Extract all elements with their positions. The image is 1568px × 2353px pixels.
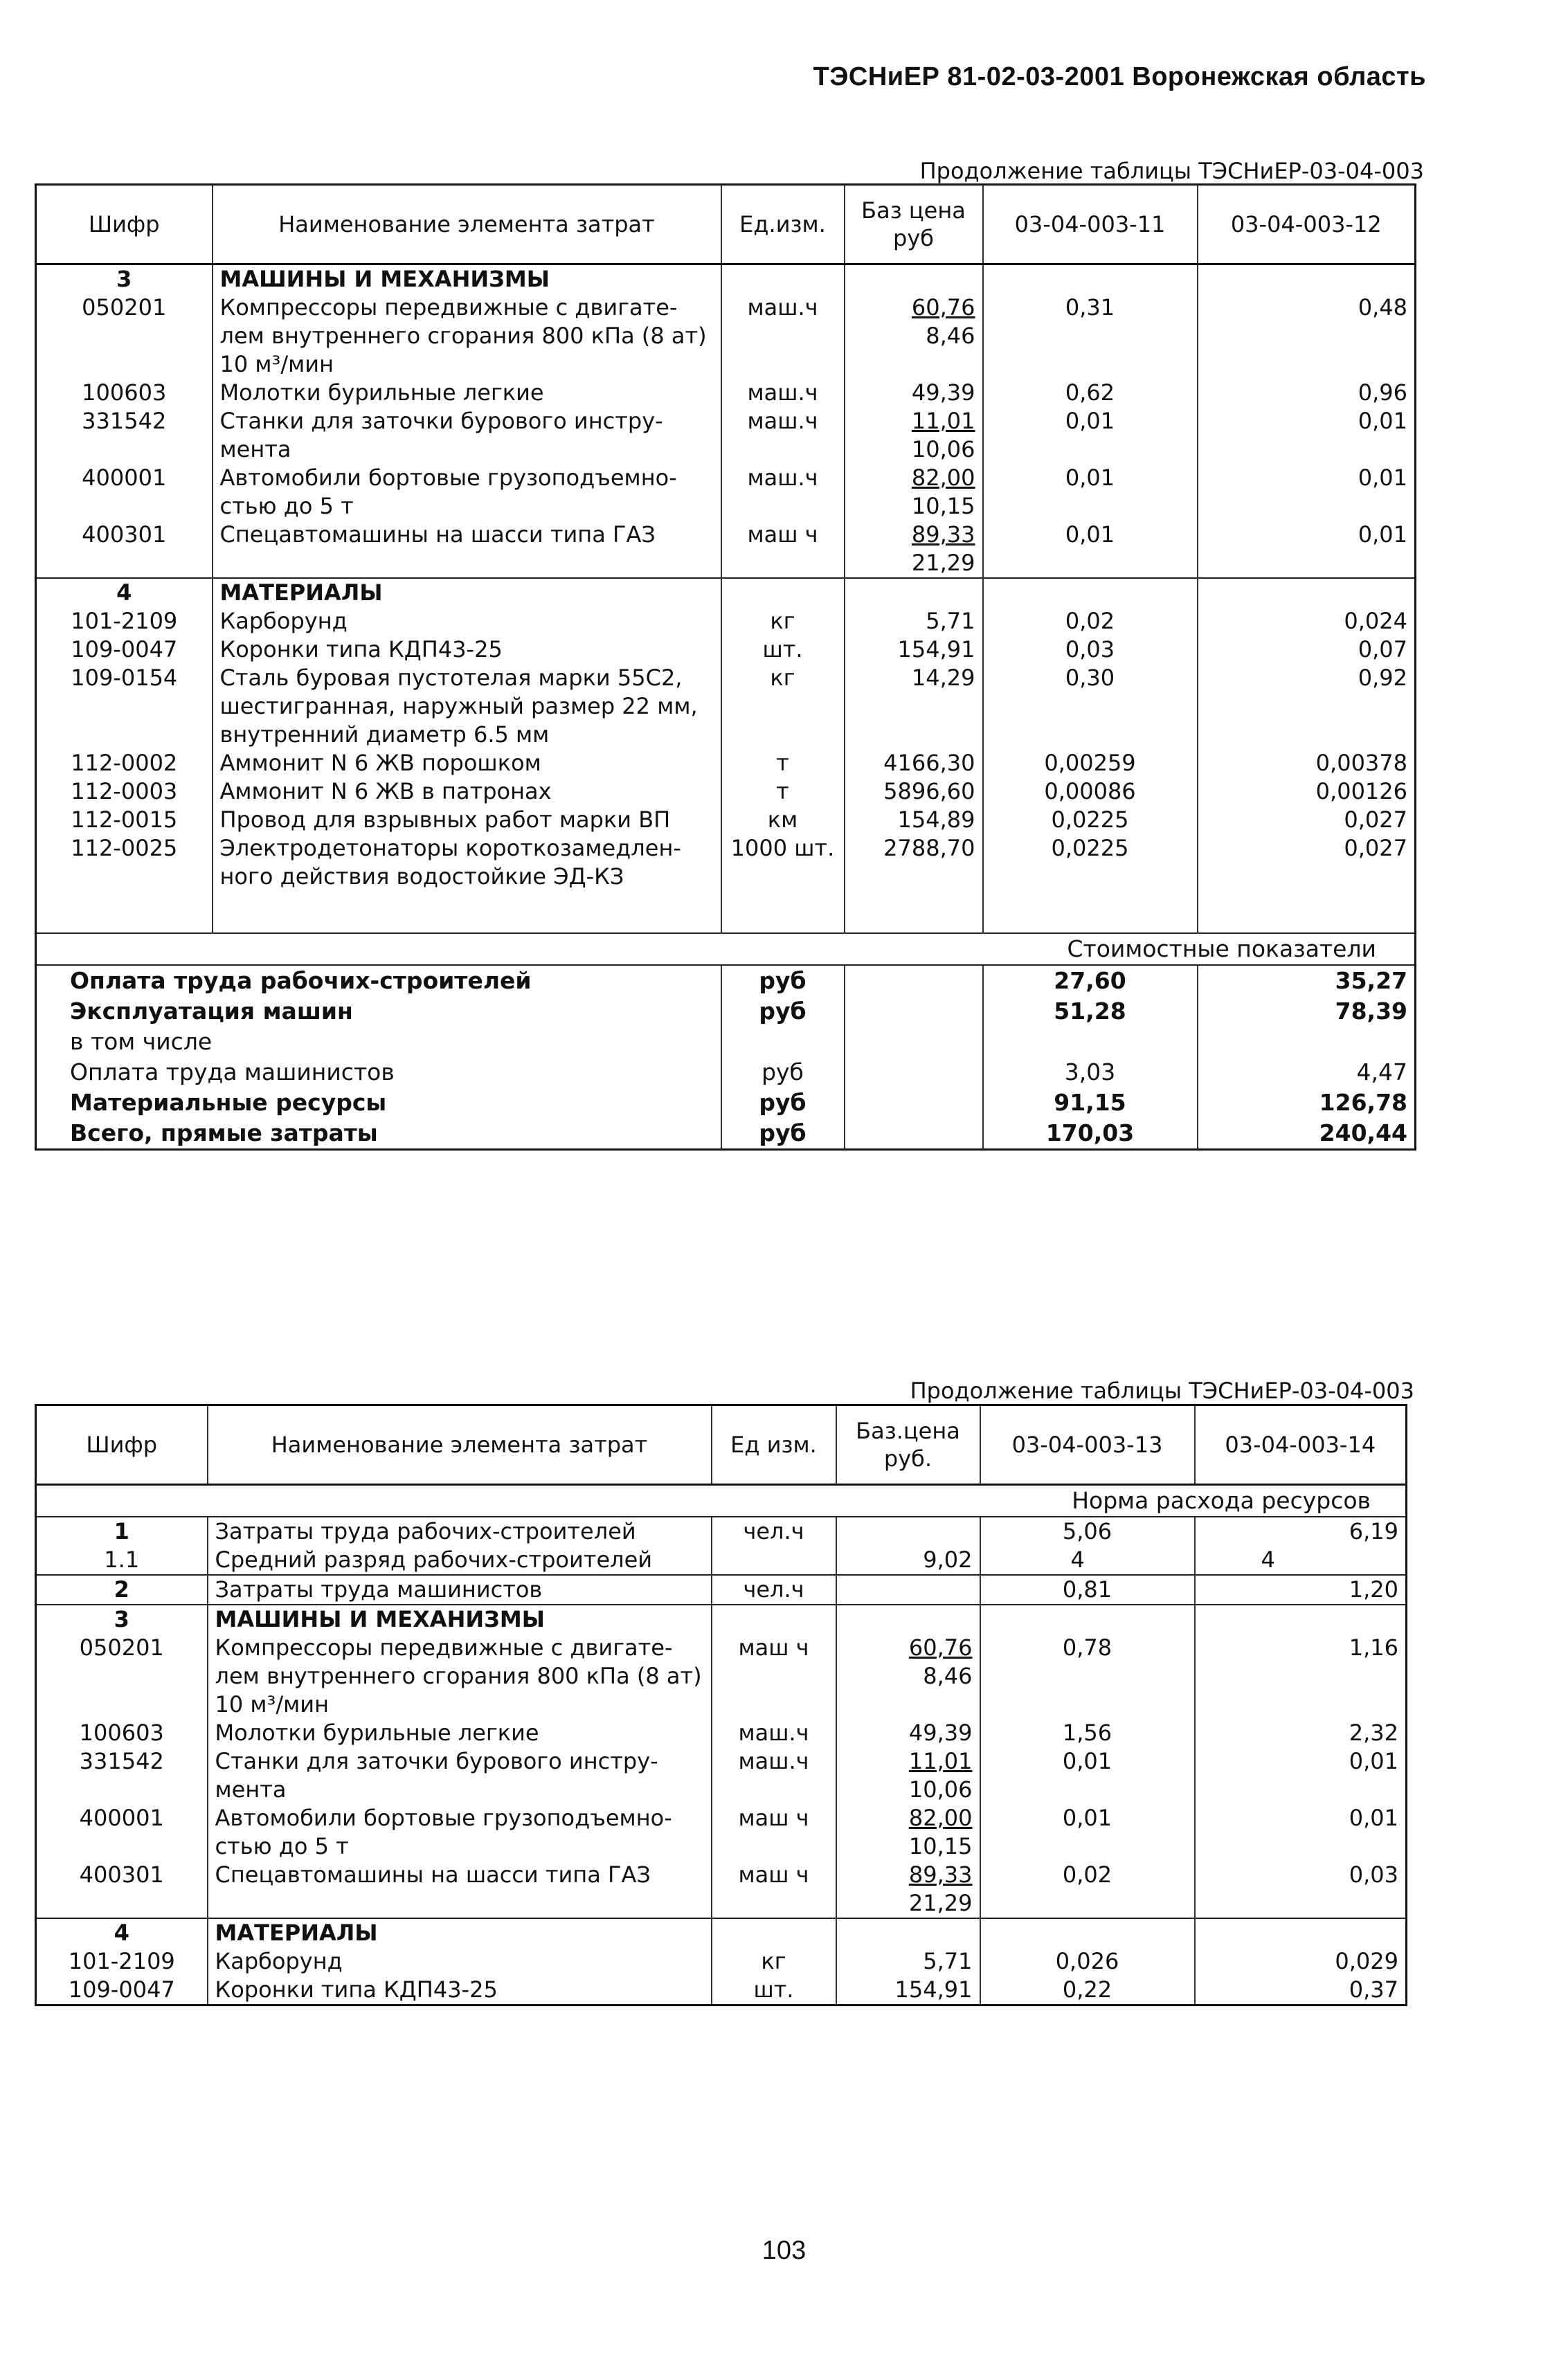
summary-value-2: 126,78 xyxy=(1198,1088,1416,1118)
cell-unit: маш ч xyxy=(712,1804,836,1861)
cell-value-1: 0,01 xyxy=(980,1747,1195,1804)
summary-value-2: 240,44 xyxy=(1198,1118,1416,1150)
cell-unit xyxy=(712,1605,836,1634)
summary-unit: руб xyxy=(721,965,845,996)
col-header-rate-13: 03-04-003-13 xyxy=(980,1405,1195,1485)
table-row xyxy=(36,1719,1407,1747)
cell-code: 331542 xyxy=(82,408,167,434)
price-value: 89,33 xyxy=(908,1861,973,1888)
col-header-rate-14: 03-04-003-14 xyxy=(1195,1405,1407,1485)
summary-header-row xyxy=(36,933,1416,965)
table1-body xyxy=(36,264,1416,1150)
empty-cell xyxy=(36,891,213,933)
section-title: МАТЕРИАЛЫ xyxy=(208,1918,712,1947)
summary-value-1: 51,28 xyxy=(983,996,1198,1027)
cell-price xyxy=(845,607,983,635)
cell-value-1: 0,03 xyxy=(983,635,1198,664)
cell-unit: чел.ч xyxy=(712,1517,836,1546)
cell-value-1: 1,56 xyxy=(980,1719,1195,1747)
table-row xyxy=(36,664,1416,749)
norm-header-row xyxy=(36,1485,1407,1517)
cell-value-1: 5,06 xyxy=(980,1517,1195,1546)
cell-price xyxy=(845,521,983,578)
price-secondary-value: 21,29 xyxy=(911,550,975,576)
table-row xyxy=(36,834,1416,891)
table-row xyxy=(36,521,1416,578)
cell-code: 400001 xyxy=(82,465,167,491)
table2-body xyxy=(36,1485,1407,2005)
cell-unit: чел.ч xyxy=(712,1575,836,1605)
cell-value-1: 0,00086 xyxy=(983,777,1198,806)
table2-caption: Продолжение таблицы ТЭСНиЕР-03-04-003 xyxy=(910,1378,1414,1404)
cell-name: Спецавтомашины на шасси типа ГАЗ xyxy=(213,521,721,578)
cell-unit: шт. xyxy=(712,1976,836,2005)
cell-price xyxy=(845,464,983,521)
cell-name: Компрессоры передвижные с двигате-лем внутреннего сгорания 800 кПа (8 ат) 10 м³/мин xyxy=(208,1634,712,1719)
price-value: 154,91 xyxy=(897,636,975,662)
cell-unit xyxy=(721,264,845,294)
summary-row xyxy=(36,1027,1416,1057)
cell-name: Станки для заточки бурового инстру-мента xyxy=(213,407,721,464)
cell-unit: маш.ч xyxy=(721,464,845,521)
cell-code: 101-2109 xyxy=(68,1948,175,1974)
cell-value-1: 0,00259 xyxy=(983,749,1198,777)
col-header-code: Шифр xyxy=(36,185,213,264)
price-value: 11,01 xyxy=(911,408,975,434)
section-code: 4 xyxy=(36,1918,208,1947)
cell-code: 100603 xyxy=(79,1720,164,1746)
cell-value-2: 0,024 xyxy=(1198,607,1416,635)
cell-price xyxy=(845,635,983,664)
price-value: 5,71 xyxy=(923,1948,973,1974)
cell-code: 400001 xyxy=(79,1805,164,1831)
cell-value-1: 0,01 xyxy=(983,464,1198,521)
cell-value-2: 0,027 xyxy=(1198,806,1416,834)
summary-unit: руб xyxy=(721,1088,845,1118)
table-row xyxy=(36,1976,1407,2005)
table-row xyxy=(36,777,1416,806)
summary-row xyxy=(36,1088,1416,1118)
cell-value-2: 0,01 xyxy=(1195,1804,1407,1861)
summary-value-1: 170,03 xyxy=(983,1118,1198,1150)
cell-price xyxy=(845,777,983,806)
price-value: 5,71 xyxy=(926,608,975,634)
cell-value-2: 0,48 xyxy=(1198,294,1416,379)
summary-unit: руб xyxy=(721,1057,845,1088)
cell-price xyxy=(845,294,983,379)
empty-cell xyxy=(845,891,983,933)
cell-unit: маш ч xyxy=(712,1634,836,1719)
cell-value-2: 0,37 xyxy=(1195,1976,1407,2005)
col-header-name: Наименование элемента затрат xyxy=(208,1405,712,1485)
col-header-price: Баз цена руб xyxy=(845,185,983,264)
empty-cell xyxy=(721,891,845,933)
cell-unit: кг xyxy=(721,607,845,635)
table-row xyxy=(36,1575,1407,1605)
price-secondary-value: 8,46 xyxy=(923,1663,973,1689)
cell-price xyxy=(836,1719,980,1747)
summary-value-1: 3,03 xyxy=(983,1057,1198,1088)
cell-value-2 xyxy=(1195,1918,1407,1947)
price-value: 11,01 xyxy=(908,1748,973,1774)
col-header-rate-12: 03-04-003-12 xyxy=(1198,185,1416,264)
cell-price xyxy=(845,407,983,464)
cell-code: 112-0025 xyxy=(71,835,178,861)
section-row xyxy=(36,1605,1407,1634)
cell-value-1: 0,31 xyxy=(983,294,1198,379)
cell-value-2: 1,20 xyxy=(1195,1575,1407,1605)
price-value: 49,39 xyxy=(911,379,975,406)
cell-unit: т xyxy=(721,749,845,777)
summary-value-2: 78,39 xyxy=(1198,996,1416,1027)
cell-value-2: 0,96 xyxy=(1198,379,1416,407)
norm-title: Норма расхода ресурсов xyxy=(36,1485,1407,1517)
summary-value-1: 27,60 xyxy=(983,965,1198,996)
table-row xyxy=(36,749,1416,777)
cell-price xyxy=(836,1804,980,1861)
cell-code: 2 xyxy=(36,1575,208,1605)
price-value: 2788,70 xyxy=(883,835,975,861)
table1-caption: Продолжение таблицы ТЭСНиЕР-03-04-003 xyxy=(919,158,1424,184)
cell-name: Сталь буровая пустотелая марки 55С2, шестигранная, наружный размер 22 мм, внутренний диаметр 6.5 мм xyxy=(213,664,721,749)
cell-value-1: 0,78 xyxy=(980,1634,1195,1719)
cell-value-2: 0,029 xyxy=(1195,1947,1407,1976)
table-row xyxy=(36,1947,1407,1976)
table1 xyxy=(35,183,1416,1151)
cell-value-1: 0,01 xyxy=(980,1804,1195,1861)
cell-value-2: 1,16 xyxy=(1195,1634,1407,1719)
col-header-code: Шифр xyxy=(36,1405,208,1485)
section-code: 3 xyxy=(36,1605,208,1634)
summary-empty xyxy=(845,1118,983,1150)
price-secondary-value: 10,15 xyxy=(911,493,975,519)
table-row xyxy=(36,464,1416,521)
price-secondary-value: 8,46 xyxy=(926,323,975,349)
price-value: 154,91 xyxy=(894,1976,973,2003)
cell-value-1: 0,0225 xyxy=(983,806,1198,834)
price-value: 14,29 xyxy=(911,665,975,691)
cell-name: Аммонит N 6 ЖВ в патронах xyxy=(213,777,721,806)
cell-price xyxy=(836,1976,980,2005)
cell-unit: т xyxy=(721,777,845,806)
cell-value-2: 0,01 xyxy=(1195,1747,1407,1804)
cell-price xyxy=(836,1747,980,1804)
price-secondary-value: 10,06 xyxy=(908,1776,973,1803)
summary-label: Всего, прямые затраты xyxy=(70,1119,378,1146)
cell-unit xyxy=(721,578,845,607)
empty-cell xyxy=(213,891,721,933)
cell-unit: маш ч xyxy=(712,1861,836,1918)
cell-unit: кг xyxy=(721,664,845,749)
cell-code: 109-0047 xyxy=(68,1976,175,2003)
table-row xyxy=(36,635,1416,664)
table-row xyxy=(36,379,1416,407)
cell-price xyxy=(836,1575,980,1605)
table-row xyxy=(36,1517,1407,1546)
cell-price xyxy=(845,379,983,407)
cell-code: 400301 xyxy=(82,521,167,548)
cell-code: 050201 xyxy=(79,1634,164,1661)
cell-value-1: 0,81 xyxy=(980,1575,1195,1605)
section-code: 3 xyxy=(36,264,213,294)
cell-name: Компрессоры передвижные с двигате-лем внутреннего сгорания 800 кПа (8 ат) 10 м³/мин xyxy=(213,294,721,379)
cell-name: Молотки бурильные легкие xyxy=(208,1719,712,1747)
price-value: 5896,60 xyxy=(883,778,975,804)
cell-value-1 xyxy=(983,578,1198,607)
summary-empty xyxy=(845,1088,983,1118)
cell-value-2: 2,32 xyxy=(1195,1719,1407,1747)
price-secondary-value: 21,29 xyxy=(908,1890,973,1916)
cell-name: Коронки типа КДП43-25 xyxy=(208,1976,712,2005)
cell-value-2: 0,03 xyxy=(1195,1861,1407,1918)
table-row xyxy=(36,1546,1407,1575)
cell-name: Станки для заточки бурового инстру-мента xyxy=(208,1747,712,1804)
cell-price xyxy=(845,834,983,891)
table-row xyxy=(36,407,1416,464)
cell-name: Затраты труда рабочих-строителей xyxy=(208,1517,712,1546)
table-row xyxy=(36,806,1416,834)
table-row xyxy=(36,1634,1407,1719)
cell-code: 112-0015 xyxy=(71,806,178,833)
cell-name: Электродетонаторы короткозамедлен-ного действия водостойкие ЭД-КЗ xyxy=(213,834,721,891)
cell-unit: км xyxy=(721,806,845,834)
empty-cell xyxy=(1198,891,1416,933)
cell-price xyxy=(845,578,983,607)
summary-label: Оплата труда машинистов xyxy=(70,1058,395,1085)
cell-unit: 1000 шт. xyxy=(721,834,845,891)
cell-unit: кг xyxy=(712,1947,836,1976)
summary-label: в том числе xyxy=(70,1028,213,1055)
cell-price xyxy=(836,1605,980,1634)
cell-unit: маш.ч xyxy=(721,379,845,407)
summary-label: Эксплуатация машин xyxy=(70,998,353,1025)
cell-name: Автомобили бортовые грузоподъемно-стью до 5 т xyxy=(213,464,721,521)
cell-value-2: 0,01 xyxy=(1198,464,1416,521)
cell-name: Затраты труда машинистов xyxy=(208,1575,712,1605)
cell-value-1: 0,62 xyxy=(983,379,1198,407)
cell-price xyxy=(845,749,983,777)
table2 xyxy=(35,1404,1407,2006)
summary-value-1 xyxy=(983,1027,1198,1057)
cell-value-2 xyxy=(1198,264,1416,294)
cell-price xyxy=(845,806,983,834)
cell-name: Средний разряд рабочих-строителей xyxy=(208,1546,712,1575)
cell-name: Молотки бурильные легкие xyxy=(213,379,721,407)
cell-value-1: 0,026 xyxy=(980,1947,1195,1976)
cell-unit: маш.ч xyxy=(721,407,845,464)
section-title: МАТЕРИАЛЫ xyxy=(213,578,721,607)
cell-value-1 xyxy=(980,1918,1195,1947)
summary-label: Оплата труда рабочих-строителей xyxy=(70,967,532,994)
cell-value-1: 0,22 xyxy=(980,1976,1195,2005)
summary-label: Материальные ресурсы xyxy=(70,1089,387,1116)
cell-unit xyxy=(712,1546,836,1575)
cell-name: Коронки типа КДП43-25 xyxy=(213,635,721,664)
cell-name: Карборунд xyxy=(213,607,721,635)
cell-code: 109-0154 xyxy=(71,665,178,691)
summary-row xyxy=(36,1057,1416,1088)
price-secondary-value: 10,06 xyxy=(911,436,975,462)
summary-value-1: 91,15 xyxy=(983,1088,1198,1118)
cell-code: 1 xyxy=(114,1518,129,1544)
cell-value-1: 0,02 xyxy=(983,607,1198,635)
cell-name: Спецавтомашины на шасси типа ГАЗ xyxy=(208,1861,712,1918)
cell-name: Аммонит N 6 ЖВ порошком xyxy=(213,749,721,777)
cell-code: 101-2109 xyxy=(71,608,178,634)
summary-row xyxy=(36,1118,1416,1150)
cell-unit: шт. xyxy=(721,635,845,664)
cell-code: 112-0002 xyxy=(71,750,178,776)
price-secondary-value: 10,15 xyxy=(908,1833,973,1859)
cell-value-1 xyxy=(980,1605,1195,1634)
cell-value-2 xyxy=(1198,578,1416,607)
cell-value-2: 4 xyxy=(1195,1546,1407,1575)
table-row xyxy=(36,1747,1407,1804)
price-value: 60,76 xyxy=(908,1634,973,1661)
cell-price xyxy=(836,1861,980,1918)
cell-price xyxy=(836,1634,980,1719)
cell-name: Провод для взрывных работ марки ВП xyxy=(213,806,721,834)
col-header-unit: Ед изм. xyxy=(712,1405,836,1485)
summary-title: Стоимостные показатели xyxy=(36,933,1416,965)
section-code: 4 xyxy=(36,578,213,607)
price-value: 82,00 xyxy=(911,465,975,491)
col-header-name: Наименование элемента затрат xyxy=(213,185,721,264)
price-value: 60,76 xyxy=(911,294,975,321)
col-header-rate-11: 03-04-003-11 xyxy=(983,185,1198,264)
spacer-row xyxy=(36,891,1416,933)
section-row xyxy=(36,1918,1407,1947)
cell-code: 331542 xyxy=(79,1748,164,1774)
summary-empty xyxy=(845,1057,983,1088)
cell-code: 400301 xyxy=(79,1861,164,1888)
cell-unit: маш.ч xyxy=(712,1719,836,1747)
cell-code: 100603 xyxy=(82,379,167,406)
document-header: ТЭСНиЕР 81-02-03-2001 Воронежская область xyxy=(813,62,1426,91)
cell-price xyxy=(836,1947,980,1976)
cell-code: 050201 xyxy=(82,294,167,321)
cell-value-2: 6,19 xyxy=(1195,1517,1407,1546)
cell-value-1: 0,01 xyxy=(983,407,1198,464)
empty-cell xyxy=(983,891,1198,933)
section-title: МАШИНЫ И МЕХАНИЗМЫ xyxy=(213,264,721,294)
summary-empty xyxy=(845,1027,983,1057)
cell-price xyxy=(836,1517,980,1546)
price-value: 154,89 xyxy=(897,806,975,833)
table2-header-row xyxy=(36,1405,1407,1485)
cell-value-2: 0,07 xyxy=(1198,635,1416,664)
table-row xyxy=(36,607,1416,635)
table-row xyxy=(36,1804,1407,1861)
cell-value-2: 0,027 xyxy=(1198,834,1416,891)
cell-unit: маш ч xyxy=(721,521,845,578)
summary-value-2: 4,47 xyxy=(1198,1057,1416,1088)
cell-code: 1.1 xyxy=(104,1547,140,1573)
summary-unit: руб xyxy=(721,1118,845,1150)
cell-price xyxy=(836,1918,980,1947)
col-header-unit: Ед.изм. xyxy=(721,185,845,264)
summary-empty xyxy=(845,965,983,996)
table-row xyxy=(36,1861,1407,1918)
cell-unit: маш.ч xyxy=(721,294,845,379)
summary-unit xyxy=(721,1027,845,1057)
summary-value-2: 35,27 xyxy=(1198,965,1416,996)
cell-price xyxy=(845,264,983,294)
summary-row xyxy=(36,965,1416,996)
price-value: 82,00 xyxy=(908,1805,973,1831)
summary-unit: руб xyxy=(721,996,845,1027)
cell-code: 112-0003 xyxy=(71,778,178,804)
table1-header-row xyxy=(36,185,1416,264)
cell-value-1 xyxy=(983,264,1198,294)
cell-value-2: 0,01 xyxy=(1198,521,1416,578)
section-title: МАШИНЫ И МЕХАНИЗМЫ xyxy=(208,1605,712,1634)
price-value: 4166,30 xyxy=(883,750,975,776)
table-row xyxy=(36,294,1416,379)
cell-unit: маш.ч xyxy=(712,1747,836,1804)
summary-row xyxy=(36,996,1416,1027)
cell-value-2: 0,92 xyxy=(1198,664,1416,749)
cell-value-2: 0,00378 xyxy=(1198,749,1416,777)
page-number: 103 xyxy=(762,2236,806,2265)
summary-empty xyxy=(845,996,983,1027)
cell-price xyxy=(845,664,983,749)
summary-value-2 xyxy=(1198,1027,1416,1057)
cell-unit xyxy=(712,1918,836,1947)
cell-value-2: 0,00126 xyxy=(1198,777,1416,806)
cell-price: 9,02 xyxy=(836,1546,980,1575)
cell-code: 109-0047 xyxy=(71,636,178,662)
section-row xyxy=(36,264,1416,294)
col-header-price: Баз.цена руб. xyxy=(836,1405,980,1485)
section-row xyxy=(36,578,1416,607)
cell-value-1: 0,01 xyxy=(983,521,1198,578)
cell-value-1: 0,30 xyxy=(983,664,1198,749)
cell-value-1: 4 xyxy=(980,1546,1195,1575)
cell-value-1: 0,02 xyxy=(980,1861,1195,1918)
cell-name: Автомобили бортовые грузоподъемно-стью до 5 т xyxy=(208,1804,712,1861)
price-value: 89,33 xyxy=(911,521,975,548)
cell-name: Карборунд xyxy=(208,1947,712,1976)
cell-value-2: 0,01 xyxy=(1198,407,1416,464)
price-value: 49,39 xyxy=(908,1720,973,1746)
cell-value-2 xyxy=(1195,1605,1407,1634)
cell-value-1: 0,0225 xyxy=(983,834,1198,891)
